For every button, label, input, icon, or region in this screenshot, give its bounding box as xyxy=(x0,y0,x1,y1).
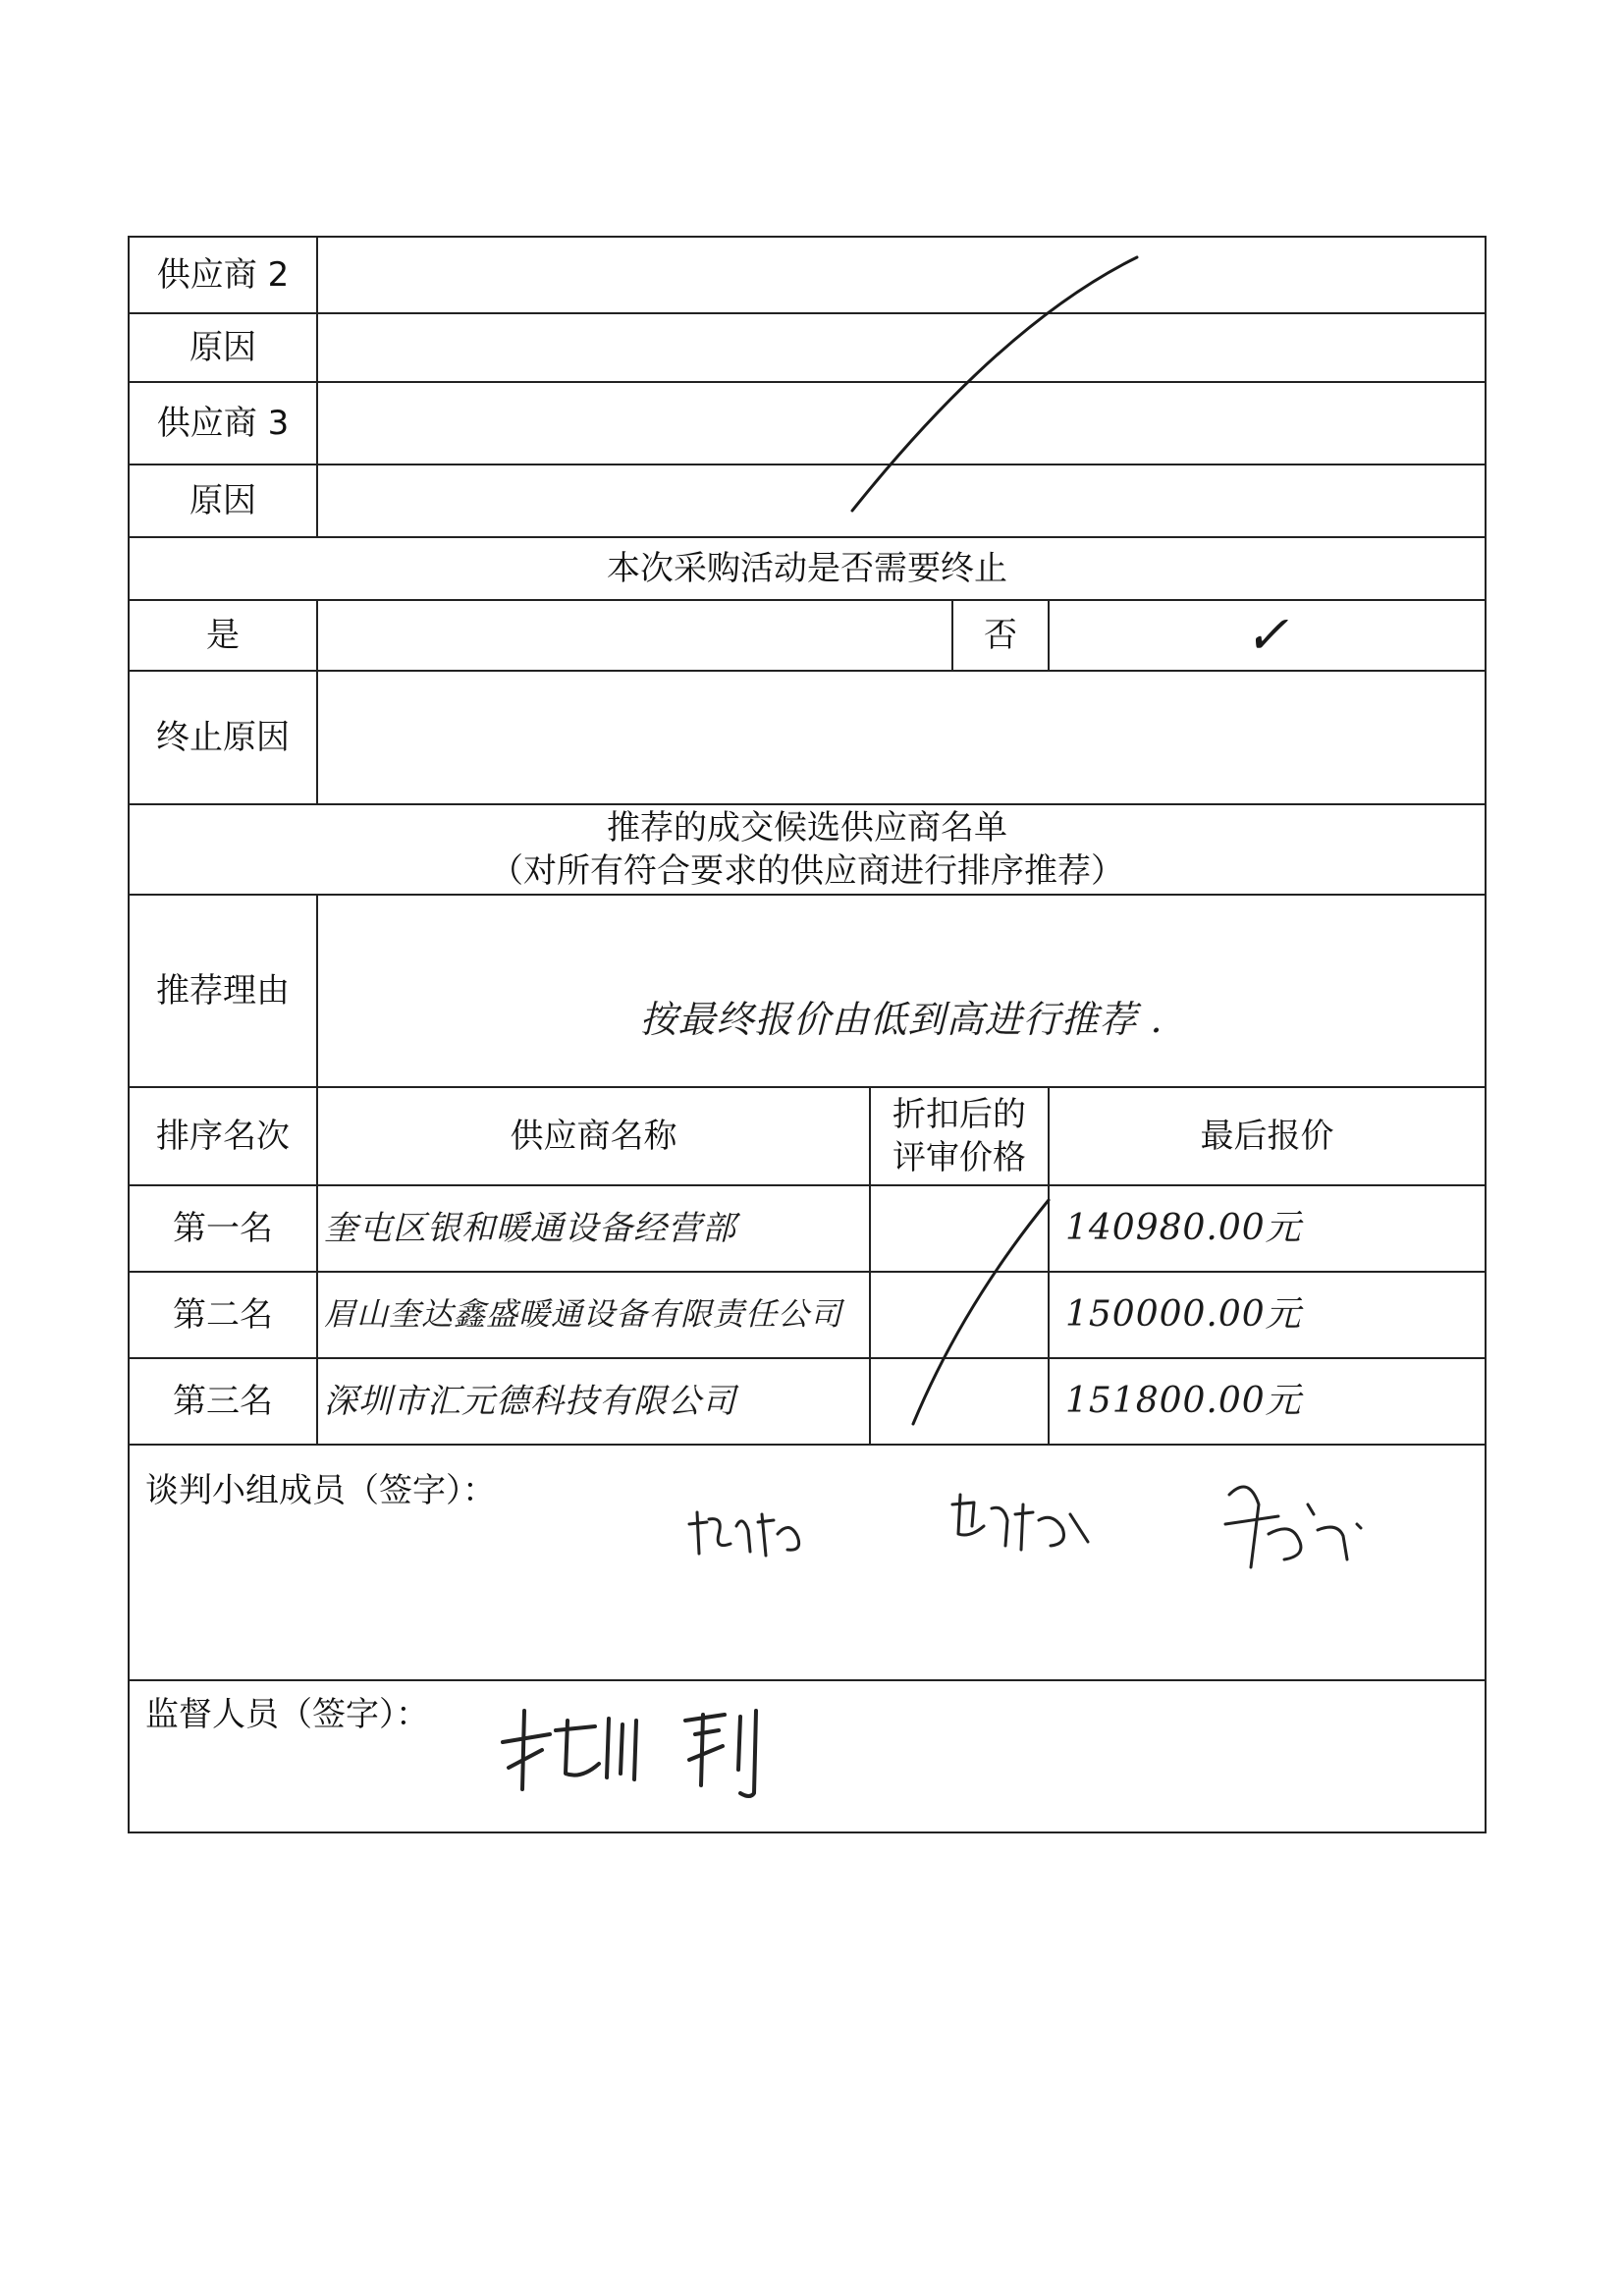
reason1-label: 原因 xyxy=(129,313,317,382)
ranking-header-name: 供应商名称 xyxy=(317,1087,870,1185)
ranking-final-price: 140980.00元 xyxy=(1049,1185,1486,1272)
termination-reason-label: 终止原因 xyxy=(129,671,317,804)
ranking-header-rank: 排序名次 xyxy=(129,1087,317,1185)
recommend-title: 推荐的成交候选供应商名单 xyxy=(607,808,1008,847)
termination-reason-row xyxy=(129,671,1486,804)
reason1-row xyxy=(129,313,1486,382)
panel-signature-cell xyxy=(129,1445,1486,1680)
ranking-header-discount-price: 折扣后的评审价格 xyxy=(870,1087,1049,1185)
supplier3-label: 供应商 3 xyxy=(129,382,317,465)
recommend-reason-row xyxy=(129,895,1486,1087)
ranking-discount-price xyxy=(870,1358,1049,1445)
ranking-supplier-name: 眉山奎达鑫盛暖通设备有限责任公司 xyxy=(317,1272,870,1358)
reason2-label: 原因 xyxy=(129,465,317,537)
supplier2-label: 供应商 2 xyxy=(129,237,317,313)
termination-yes-value xyxy=(317,600,952,671)
supervisor-signature-row xyxy=(129,1680,1486,1832)
recommend-header xyxy=(129,804,1486,895)
ranking-rank: 第二名 xyxy=(129,1272,317,1358)
termination-choice-row xyxy=(129,600,1486,671)
recommend-reason-text: 按最终报价由低到高进行推荐 . xyxy=(317,895,1486,1087)
reason2-value xyxy=(317,465,1486,537)
panel-signatures-handwriting xyxy=(679,1465,1445,1603)
supervisor-signature-cell xyxy=(129,1680,1486,1832)
ranking-row xyxy=(129,1272,1486,1358)
ranking-final-price: 151800.00元 xyxy=(1049,1358,1486,1445)
recommend-subtitle: （对所有符合要求的供应商进行排序推荐） xyxy=(490,851,1125,892)
ranking-header-row xyxy=(129,1087,1486,1185)
supplier3-row xyxy=(129,382,1486,465)
ranking-discount-price xyxy=(870,1272,1049,1358)
ranking-supplier-name: 奎屯区银和暖通设备经营部 xyxy=(317,1185,870,1272)
ranking-supplier-name: 深圳市汇元德科技有限公司 xyxy=(317,1358,870,1445)
ranking-rank: 第三名 xyxy=(129,1358,317,1445)
ranking-row xyxy=(129,1358,1486,1445)
supervisor-signature-handwriting xyxy=(493,1691,866,1799)
panel-signature-label: 谈判小组成员（签字）： xyxy=(145,1471,496,1511)
termination-header-row xyxy=(129,537,1486,600)
ranking-rank: 第一名 xyxy=(129,1185,317,1272)
ranking-row xyxy=(129,1185,1486,1272)
ranking-final-price: 150000.00元 xyxy=(1049,1272,1486,1358)
supplier2-value xyxy=(317,237,1486,313)
procurement-form-table xyxy=(128,236,1487,1833)
panel-signature-row xyxy=(129,1445,1486,1680)
reason2-row xyxy=(129,465,1486,537)
recommend-header-row xyxy=(129,804,1486,895)
supplier3-value xyxy=(317,382,1486,465)
ranking-header-final-price: 最后报价 xyxy=(1049,1087,1486,1185)
recommend-reason-label: 推荐理由 xyxy=(129,895,317,1087)
termination-yes-label: 是 xyxy=(129,600,317,671)
supplier2-row xyxy=(129,237,1486,313)
termination-no-checkmark: ✓ xyxy=(1049,600,1486,671)
termination-header: 本次采购活动是否需要终止 xyxy=(129,537,1486,600)
termination-reason-value xyxy=(317,671,1486,804)
ranking-discount-price xyxy=(870,1185,1049,1272)
termination-no-label: 否 xyxy=(952,600,1049,671)
reason1-value xyxy=(317,313,1486,382)
supervisor-signature-label: 监督人员（签字）： xyxy=(145,1695,429,1735)
